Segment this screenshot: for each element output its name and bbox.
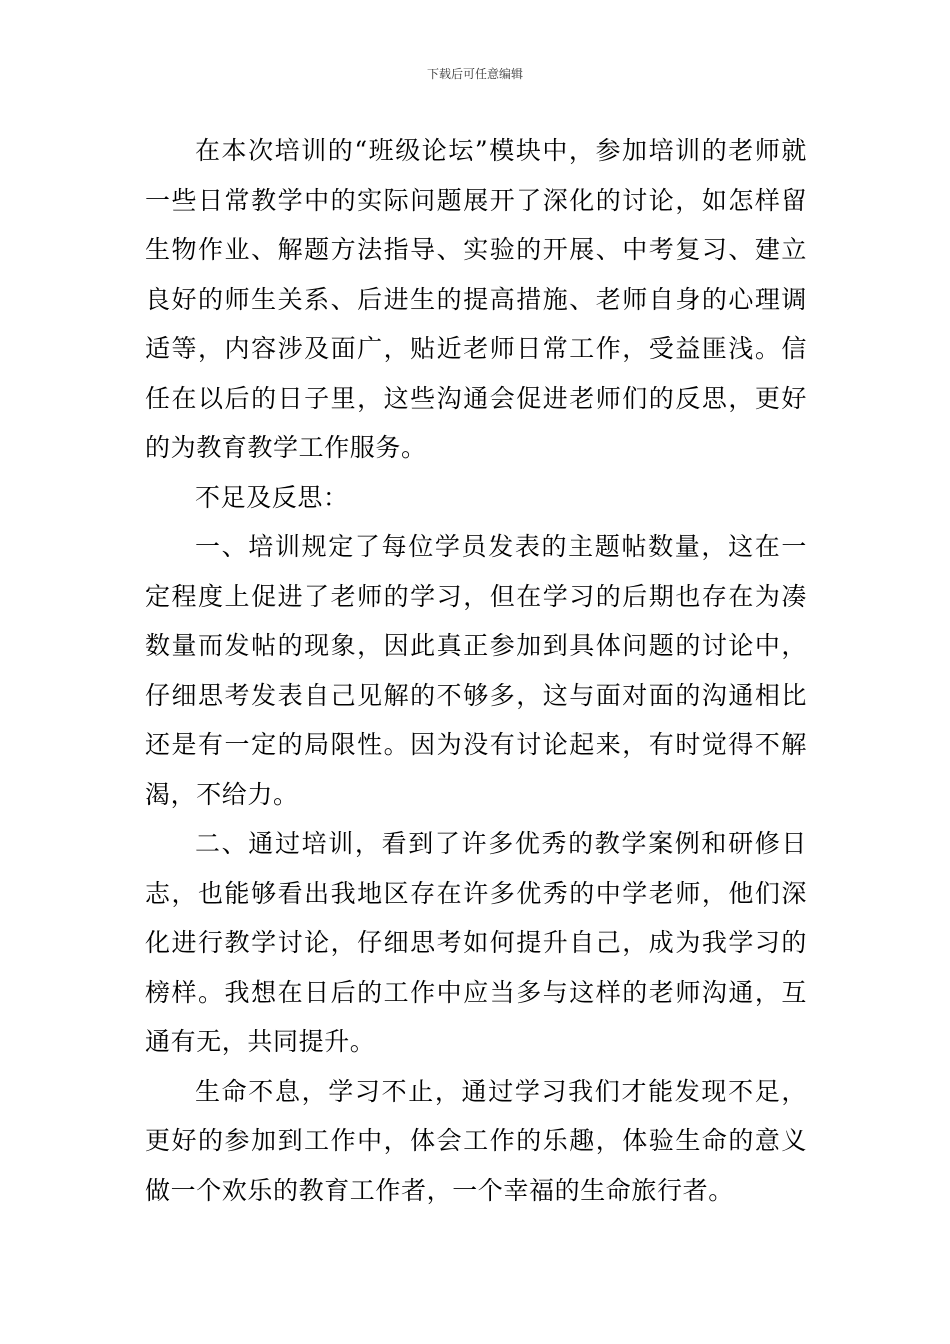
header-note: 下载后可任意编辑 <box>426 67 523 81</box>
paragraph-class-forum: 在本次培训的“班级论坛”模块中，参加培训的老师就一些日常教学中的实际问题展开了深化的讨论，如怎样留生物作业、解题方法指导、实验的开展、中考复习、建立良好的师生关系、后进生的提高措施、老师自身的心理调适等，内容涉及面广，贴近老师日常工作，受益匪浅。信任在以后的日子里，这些沟通会促进老师们的反思，更好的为教育教学工作服务。 <box>145 136 807 462</box>
document-body <box>145 126 807 1215</box>
paragraph-shortcomings-heading: 不足及反思： <box>195 482 349 512</box>
paragraph-point-two: 二、通过培训，看到了许多优秀的教学案例和研修日志，也能够看出我地区存在许多优秀的中学老师，他们深化进行教学讨论，仔细思考如何提升自己，成为我学习的榜样。我想在日后的工作中应当多与这样的老师沟通，互通有无，共同提升。 <box>145 829 807 1056</box>
paragraph-conclusion: 生命不息，学习不止，通过学习我们才能发现不足，更好的参加到工作中，体会工作的乐趣，体验生命的意义做一个欢乐的教育工作者，一个幸福的生命旅行者。 <box>145 1076 807 1205</box>
paragraph-point-one: 一、培训规定了每位学员发表的主题帖数量，这在一定程度上促进了老师的学习，但在学习的后期也存在为凑数量而发帖的现象，因此真正参加到具体问题的讨论中，仔细思考发表自己见解的不够多，这与面对面的沟通相比还是有一定的局限性。因为没有讨论起来，有时觉得不解渴，不给力。 <box>145 532 807 809</box>
